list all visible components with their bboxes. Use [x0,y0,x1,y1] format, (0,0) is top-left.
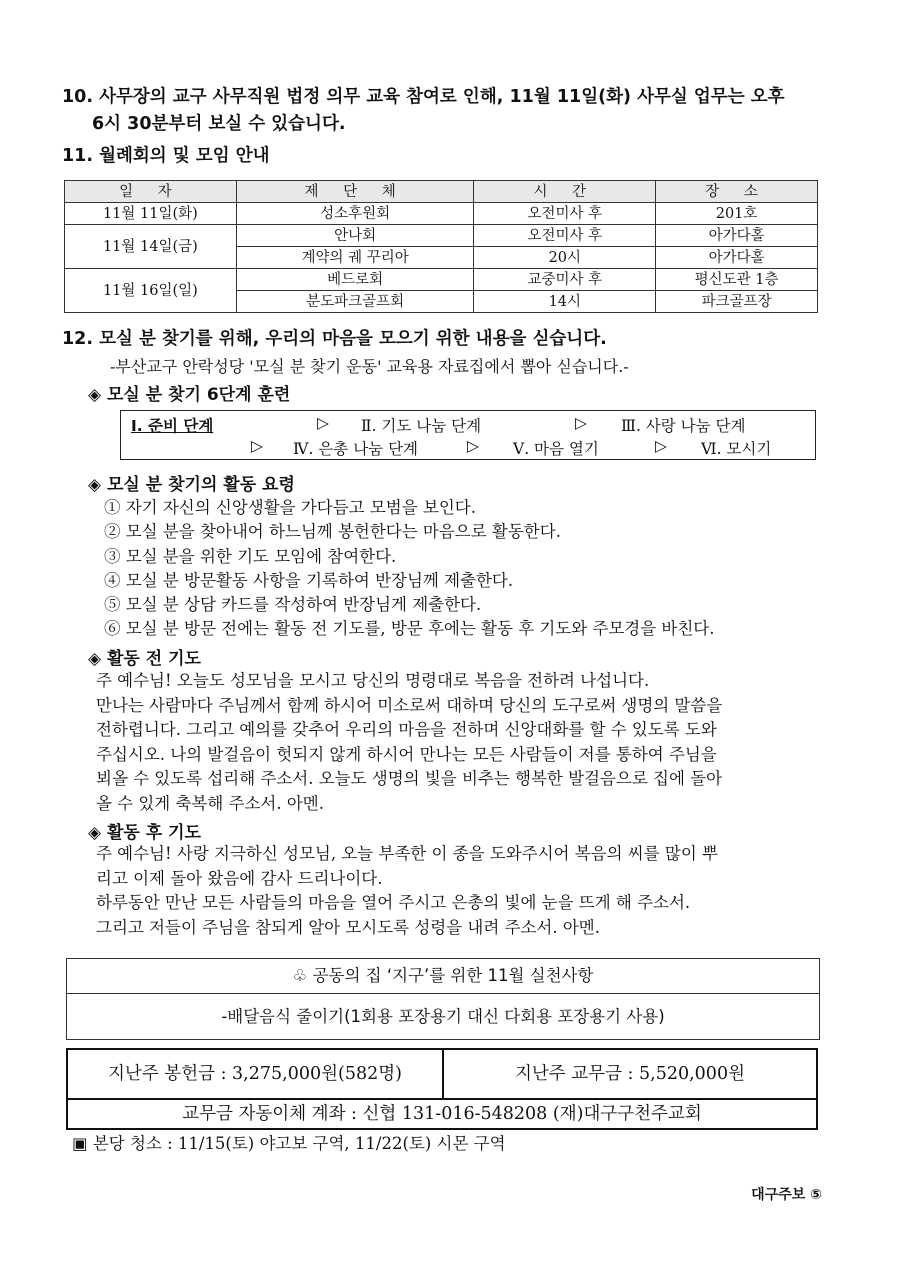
arrow-icon: ▷ [317,414,329,432]
earth-practice-content: -배달음식 줄이기(1회용 포장용기 대신 다회용 포장용기 사용) [221,1007,665,1026]
cell-place: 평신도관 1층 [656,269,818,291]
cell-group: 베드로회 [236,269,474,291]
cell-time: 교중미사 후 [474,269,656,291]
cell-time: 오전미사 후 [474,203,656,225]
list-item: ⑥ 모실 분 방문 전에는 활동 전 기도를, 방문 후에는 활동 후 기도와 주모경을 바친다. [104,619,715,639]
cleaning-notice: ▣ 본당 청소 : 11/15(토) 야고보 구역, 11/22(토) 시몬 구역 [72,1134,506,1153]
finance-box [66,1048,818,1130]
notice-10-line2: 6시 30분부터 보실 수 있습니다. [92,114,346,134]
list-item: ⑤ 모실 분 상담 카드를 작성하여 반장님게 제출한다. [104,595,482,615]
prayer-line: 주 예수님! 오늘도 성모님을 모시고 당신의 명령대로 복음을 전하려 나섭니다. [96,671,650,690]
prayer-before [96,669,822,816]
guide-list [104,496,824,642]
header-group: 제 단 체 [236,181,474,203]
list-item: ② 모실 분을 찾아내어 하느님께 봉헌한다는 마음으로 활동한다. [104,522,561,542]
notice-12-subtitle: -부산교구 안락성당 '모실 분 찾기 운동' 교육용 자료집에서 뽑아 싣습니다.- [110,357,629,376]
list-item: ① 자기 자신의 신앙생활을 가다듬고 모범을 보인다. [104,498,476,517]
prayer-line: 하루동안 만난 모든 사람들의 마음을 열어 주시고 은총의 빛에 눈을 뜨게 해 주소서. [96,893,691,912]
header-date: 일 자 [65,181,237,203]
arrow-icon: ▷ [575,414,587,432]
earth-practice-box [66,958,820,1040]
prayer-line: 주십시오. 나의 발걸음이 헛되지 않게 하시어 만나는 모든 사람들이 저를 통하여 주님을 [96,744,717,764]
cell-place: 201호 [656,203,818,225]
notice-10-line1: 10. 사무장의 교구 사무직원 법정 의무 교육 참여로 인해, 11월 11일(화) 사무실 업무는 오후 [62,87,785,107]
cell-time: 20시 [474,247,656,269]
prayer-line: 전하렵니다. 그리고 예의를 갖추어 우리의 마음을 전하며 신앙대화를 할 수 있도록 도와 [96,720,717,739]
cell-group: 분도파크골프회 [236,291,474,313]
table-row [65,203,818,225]
offering-amount: 지난주 봉헌금 : 3,275,000원(582명) [68,1050,444,1100]
table-header-row [65,181,818,203]
header-time: 시 간 [474,181,656,203]
arrow-icon: ▷ [251,437,263,455]
cell-place: 파크골프장 [656,291,818,313]
earth-practice-title: ♧ 공동의 집 ‘지구’를 위한 11월 실천사항 [67,959,819,994]
list-item: ③ 모실 분을 위한 기도 모임에 참여한다. [104,546,397,566]
cell-time: 14시 [474,291,656,313]
dues-account: 교무금 자동이체 계좌 : 신협 131-016-548208 (재)대구구천주교회 [182,1104,702,1124]
prayer-line: 리고 이제 돌아 왔음에 감사 드리나이다. [96,868,383,888]
step-1: Ⅰ. 준비 단계 [131,417,214,435]
cell-place: 아가다홀 [656,225,818,247]
meeting-table [64,180,818,313]
section-training-title: ◈ 모실 분 찾기 6단계 훈련 [88,385,291,405]
notice-12-title: 12. 모실 분 찾기를 위해, 우리의 마음을 모으기 위한 내용을 싣습니다. [62,329,607,349]
list-item: ④ 모실 분 방문활동 사항을 기록하여 반장님께 제출한다. [104,570,514,590]
step-3: Ⅲ. 사랑 나눔 단계 [621,417,746,435]
page-footer: 대구주보 ⑤ [751,1187,822,1203]
dues-amount: 지난주 교무금 : 5,520,000원 [444,1050,816,1100]
prayer-line: 만나는 사람마다 주님께서 함께 하시어 미소로써 대하며 당신의 도구로써 생명의 말씀을 [96,695,723,715]
step-6: Ⅵ. 모시기 [701,440,772,458]
prayer-line: 뵈올 수 있도록 섭리해 주소서. 오늘도 생명의 빛을 비추는 행복한 발걸음으로 집에 돌아 [96,769,723,788]
prayer-line: 올 수 있게 축복해 주소서. 아멘. [96,793,324,813]
cell-group: 안나회 [236,225,474,247]
table-row [65,269,818,291]
table-row [65,225,818,247]
cell-group: 계약의 궤 꾸리아 [236,247,474,269]
section-after-title: ◈ 활동 후 기도 [88,823,201,843]
header-place: 장 소 [656,181,818,203]
cell-group: 성소후원회 [236,203,474,225]
six-steps-box [120,410,816,460]
notice-10 [62,84,832,138]
cell-date: 11월 14일(금) [65,225,237,269]
cell-date: 11월 16일(일) [65,269,237,313]
cell-time: 오전미사 후 [474,225,656,247]
section-guide-title: ◈ 모실 분 찾기의 활동 요령 [88,475,295,495]
step-4: Ⅳ. 은총 나눔 단계 [293,440,419,458]
section-before-title: ◈ 활동 전 기도 [88,649,201,669]
arrow-icon: ▷ [467,437,479,455]
prayer-after [96,842,822,940]
notice-11-title: 11. 월례회의 및 모임 안내 [62,146,270,166]
prayer-line: 주 예수님! 사랑 지극하신 성모님, 오늘 부족한 이 종을 도와주시어 복음의 씨를 많이 뿌 [96,844,718,863]
arrow-icon: ▷ [655,437,667,455]
prayer-line: 그리고 저들이 주님을 참되게 알아 모시도록 성령을 내려 주소서. 아멘. [96,917,600,937]
step-5: Ⅴ. 마음 열기 [513,440,599,458]
step-2: Ⅱ. 기도 나눔 단계 [361,417,482,435]
cell-place: 아가다홀 [656,247,818,269]
cell-date: 11월 11일(화) [65,203,237,225]
